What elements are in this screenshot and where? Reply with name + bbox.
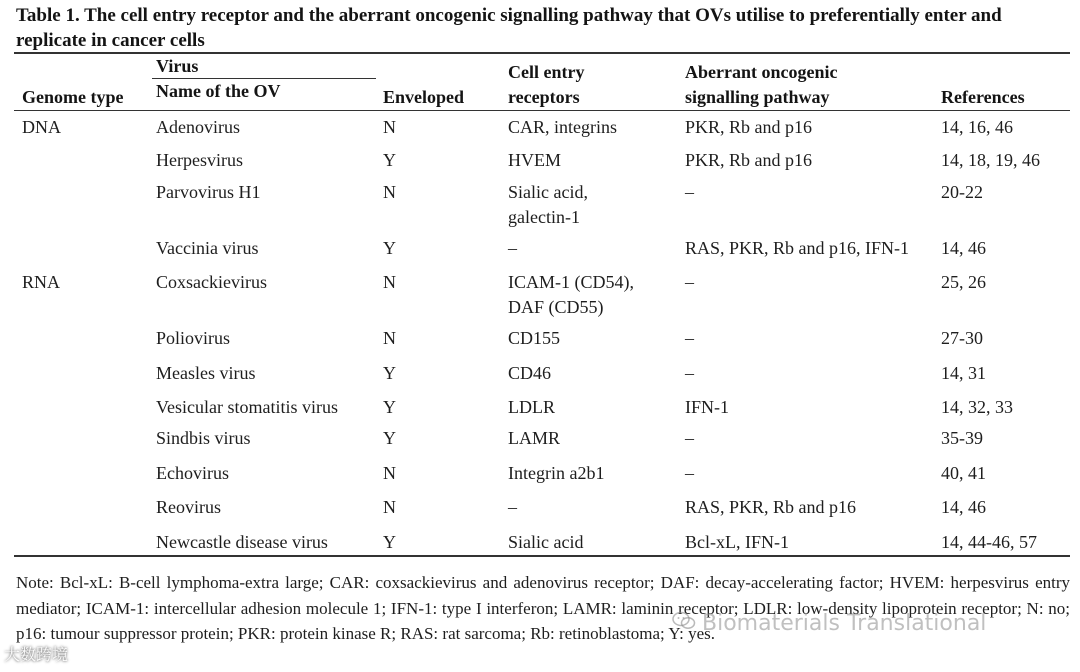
header-receptors-line1: Cell entry	[508, 62, 585, 82]
watermark-text: Biomaterials Translational	[702, 611, 987, 636]
watermark-source-label: 大数跨境	[4, 645, 69, 664]
cell-pathway: RAS, PKR, Rb and p16	[685, 497, 857, 517]
cell-ov-name: Poliovirus	[156, 328, 231, 348]
cell-receptor: CD155	[508, 328, 561, 348]
cell-references: 40, 41	[941, 463, 986, 483]
cell-enveloped: N	[383, 117, 396, 137]
cell-receptor: Sialic acid	[508, 532, 584, 552]
cell-receptor: LAMR	[508, 428, 561, 448]
cell-ov-name: Sindbis virus	[156, 428, 251, 448]
cell-pathway: –	[685, 272, 694, 292]
cell-receptor-line2: galectin-1	[508, 207, 580, 227]
cell-ov-name: Herpesvirus	[156, 150, 243, 170]
header-pathway-line2: signalling pathway	[685, 87, 830, 107]
cell-ov-name: Newcastle disease virus	[156, 532, 328, 552]
cell-references: 20-22	[941, 182, 983, 202]
cell-receptor: LDLR	[508, 397, 555, 417]
cell-references: 14, 46	[941, 497, 986, 517]
cell-enveloped: Y	[383, 238, 396, 258]
cell-enveloped: Y	[383, 363, 396, 383]
cell-receptor: ICAM-1 (CD54),	[508, 272, 634, 292]
table-note: Note: Bcl-xL: B-cell lymphoma-extra large; CAR: coxsackievirus and adenovirus receptor; DAF: decay-accelerating factor; HVEM: herpesvirus entry mediator; ICAM-1: intercellular adhesion molecule 1; IFN-1: type I interferon; LAMR: laminin receptor; LDLR: low-density lipoprotein receptor; N: no; p16: tumour suppressor protein; PKR: protein kinase R; RAS: rat sarcoma; Rb: retinoblastoma; Y: yes.	[16, 573, 1070, 643]
cell-enveloped: N	[383, 272, 396, 292]
cell-pathway: –	[685, 363, 694, 383]
cell-receptor: Integrin a2b1	[508, 463, 605, 483]
table-header-rule	[14, 110, 1070, 111]
cell-ov-name: Reovirus	[156, 497, 221, 517]
cell-ov-name: Vaccinia virus	[156, 238, 259, 258]
cell-pathway: IFN-1	[685, 397, 729, 417]
cell-pathway: Bcl-xL, IFN-1	[685, 532, 789, 552]
cell-enveloped: Y	[383, 397, 396, 417]
cell-receptor: HVEM	[508, 150, 561, 170]
cell-receptor: CD46	[508, 363, 552, 383]
cell-ov-name: Adenovirus	[156, 117, 240, 137]
table-bottom-rule	[14, 555, 1070, 557]
cell-enveloped: Y	[383, 428, 396, 448]
header-virus-group: Virus	[156, 56, 199, 76]
cell-references: 14, 31	[941, 363, 986, 383]
header-enveloped: Enveloped	[383, 87, 465, 107]
cell-ov-name: Measles virus	[156, 363, 256, 383]
cell-pathway: RAS, PKR, Rb and p16, IFN-1	[685, 238, 910, 258]
cell-receptor: CAR, integrins	[508, 117, 618, 137]
cell-enveloped: Y	[383, 532, 396, 552]
cell-pathway: –	[685, 463, 694, 483]
header-references: References	[941, 87, 1025, 107]
cell-enveloped: N	[383, 497, 396, 517]
cell-references: 25, 26	[941, 272, 986, 292]
cell-references: 14, 46	[941, 238, 986, 258]
cell-receptor: –	[508, 238, 517, 258]
cell-ov-name: Echovirus	[156, 463, 229, 483]
cell-references: 14, 16, 46	[941, 117, 1013, 137]
cell-genome: DNA	[22, 117, 61, 137]
cell-enveloped: N	[383, 463, 396, 483]
cell-pathway: –	[685, 328, 694, 348]
cell-receptor: –	[508, 497, 517, 517]
cell-enveloped: Y	[383, 150, 396, 170]
header-name-of-ov: Name of the OV	[156, 81, 281, 101]
header-receptors-line2: receptors	[508, 87, 580, 107]
cell-pathway: PKR, Rb and p16	[685, 150, 813, 170]
cell-receptor-line2: DAF (CD55)	[508, 297, 604, 317]
cell-references: 14, 18, 19, 46	[941, 150, 1040, 170]
cell-ov-name: Coxsackievirus	[156, 272, 267, 292]
cell-genome: RNA	[22, 272, 61, 292]
cell-references: 14, 32, 33	[941, 397, 1013, 417]
header-genome-type: Genome type	[22, 87, 124, 107]
cell-pathway: –	[685, 428, 694, 448]
header-pathway-line1: Aberrant oncogenic	[685, 62, 838, 82]
cell-references: 27-30	[941, 328, 983, 348]
table-caption: Table 1. The cell entry receptor and the aberrant oncogenic signalling pathway that OVs utilise to preferentially enter and replicate in cancer cells	[16, 5, 1002, 51]
cell-pathway: PKR, Rb and p16	[685, 117, 813, 137]
cell-references: 35-39	[941, 428, 983, 448]
cell-enveloped: N	[383, 182, 396, 202]
cell-ov-name: Parvovirus H1	[156, 182, 261, 202]
cell-enveloped: N	[383, 328, 396, 348]
cell-ov-name: Vesicular stomatitis virus	[156, 397, 338, 417]
cell-pathway: –	[685, 182, 694, 202]
cell-references: 14, 44-46, 57	[941, 532, 1037, 552]
cell-receptor: Sialic acid,	[508, 182, 588, 202]
